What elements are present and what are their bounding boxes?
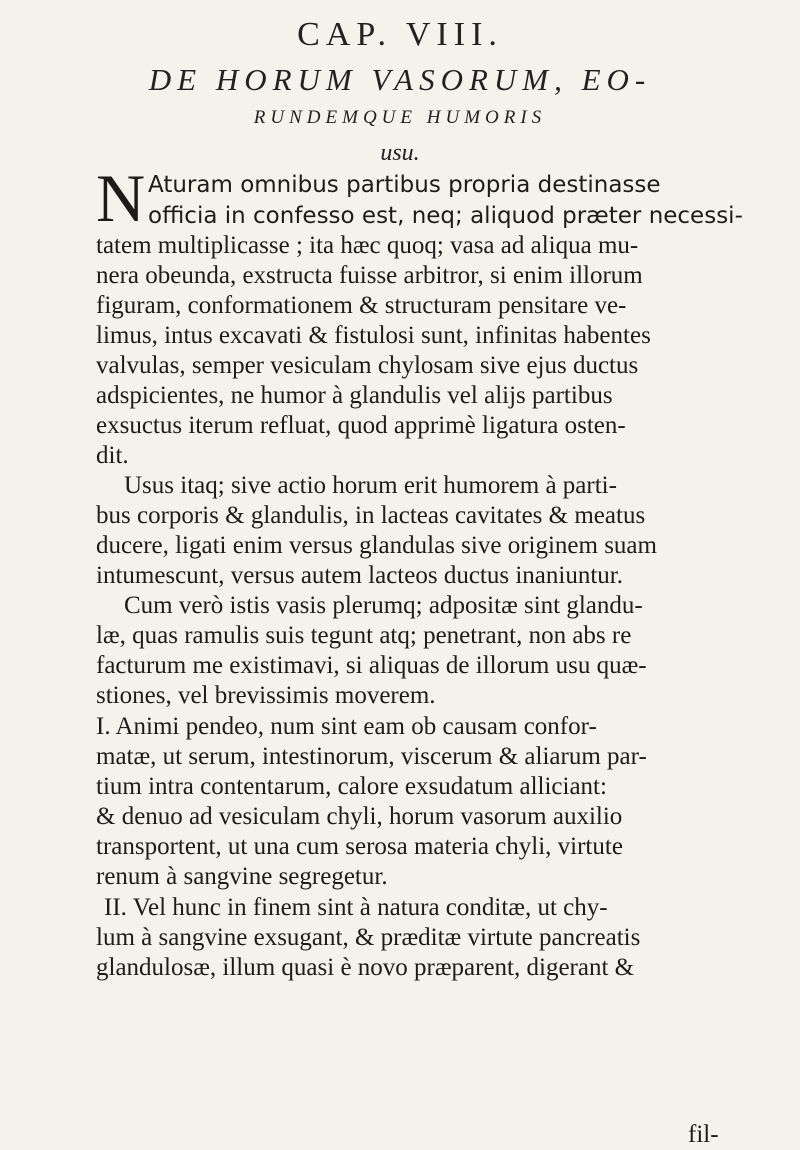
text-line: valvulas, semper vesiculam chylosam sive ejus ductus [96, 352, 639, 379]
chapter-title-line-1: DE HORUM VASORUM, EO- [148, 62, 652, 97]
text-line: glandulosæ, illum quasi è novo præparent, digerant & [96, 954, 635, 981]
text-line: lum à sangvine exsugant, & præditæ virtute pancreatis [96, 924, 641, 951]
text-line: Cum verò istis vasis plerumq; adpositæ sint glandu- [124, 592, 643, 619]
text-line: tatem multiplicasse ; ita hæc quoq; vasa ad aliqua mu- [96, 232, 639, 259]
text-line: exsuctus iterum refluat, quod apprimè ligatura osten- [96, 412, 626, 439]
text-line: Usus itaq; sive actio horum erit humorem à parti- [124, 472, 617, 499]
chapter-title-line-2: RUNDEMQUE HUMORIS [253, 107, 547, 128]
text-line: transportent, ut una cum serosa materia chyli, virtute [96, 833, 623, 860]
text-line: nera obeunda, exstructa fuisse arbitror, si enim illorum [96, 262, 643, 289]
text-line: renum à sangvine segregetur. [96, 863, 388, 890]
catchword: fil- [688, 1121, 719, 1148]
text-line: ducere, ligati enim versus glandulas sive originem suam [96, 532, 657, 559]
text-line: dit. [96, 442, 129, 469]
text-line: Aturam omnibus partibus propria destinasse [148, 172, 661, 198]
text-line: læ, quas ramulis suis tegunt atq; penetrant, non abs re [96, 622, 632, 649]
text-line: & denuo ad vesiculam chyli, horum vasorum auxilio [96, 803, 623, 830]
text-line: tium intra contentarum, calore exsudatum alliciant: [96, 773, 607, 800]
text-line: intumescunt, versus autem lacteos ductus inaniuntur. [96, 562, 623, 589]
text-line: stiones, vel brevissimis moverem. [96, 682, 436, 709]
text-line: limus, intus excavati & fistulosi sunt, infinitas habentes [96, 322, 651, 349]
text-line: II. Vel hunc in finem sint à natura conditæ, ut chy- [104, 894, 608, 921]
text-line: matæ, ut serum, intestinorum, viscerum & aliarum par- [96, 743, 647, 770]
text-line: I. Animi pendeo, num sint eam ob causam confor- [96, 713, 597, 740]
chapter-title-line-3: usu. [380, 140, 420, 166]
text-line: adspicientes, ne humor à glandulis vel alijs partibus [96, 382, 613, 409]
text-line: bus corporis & glandulis, in lacteas cavitates & meatus [96, 502, 646, 529]
chapter-number: CAP. VIII. [297, 16, 503, 53]
text-line: figuram, conformationem & structuram pensitare ve- [96, 292, 627, 319]
text-line: facturum me existimavi, si aliquas de illorum usu quæ- [96, 652, 647, 679]
text-line: officia in confesso est, neq; aliquod præter necessi- [148, 203, 743, 229]
drop-cap-initial: N [96, 160, 146, 236]
